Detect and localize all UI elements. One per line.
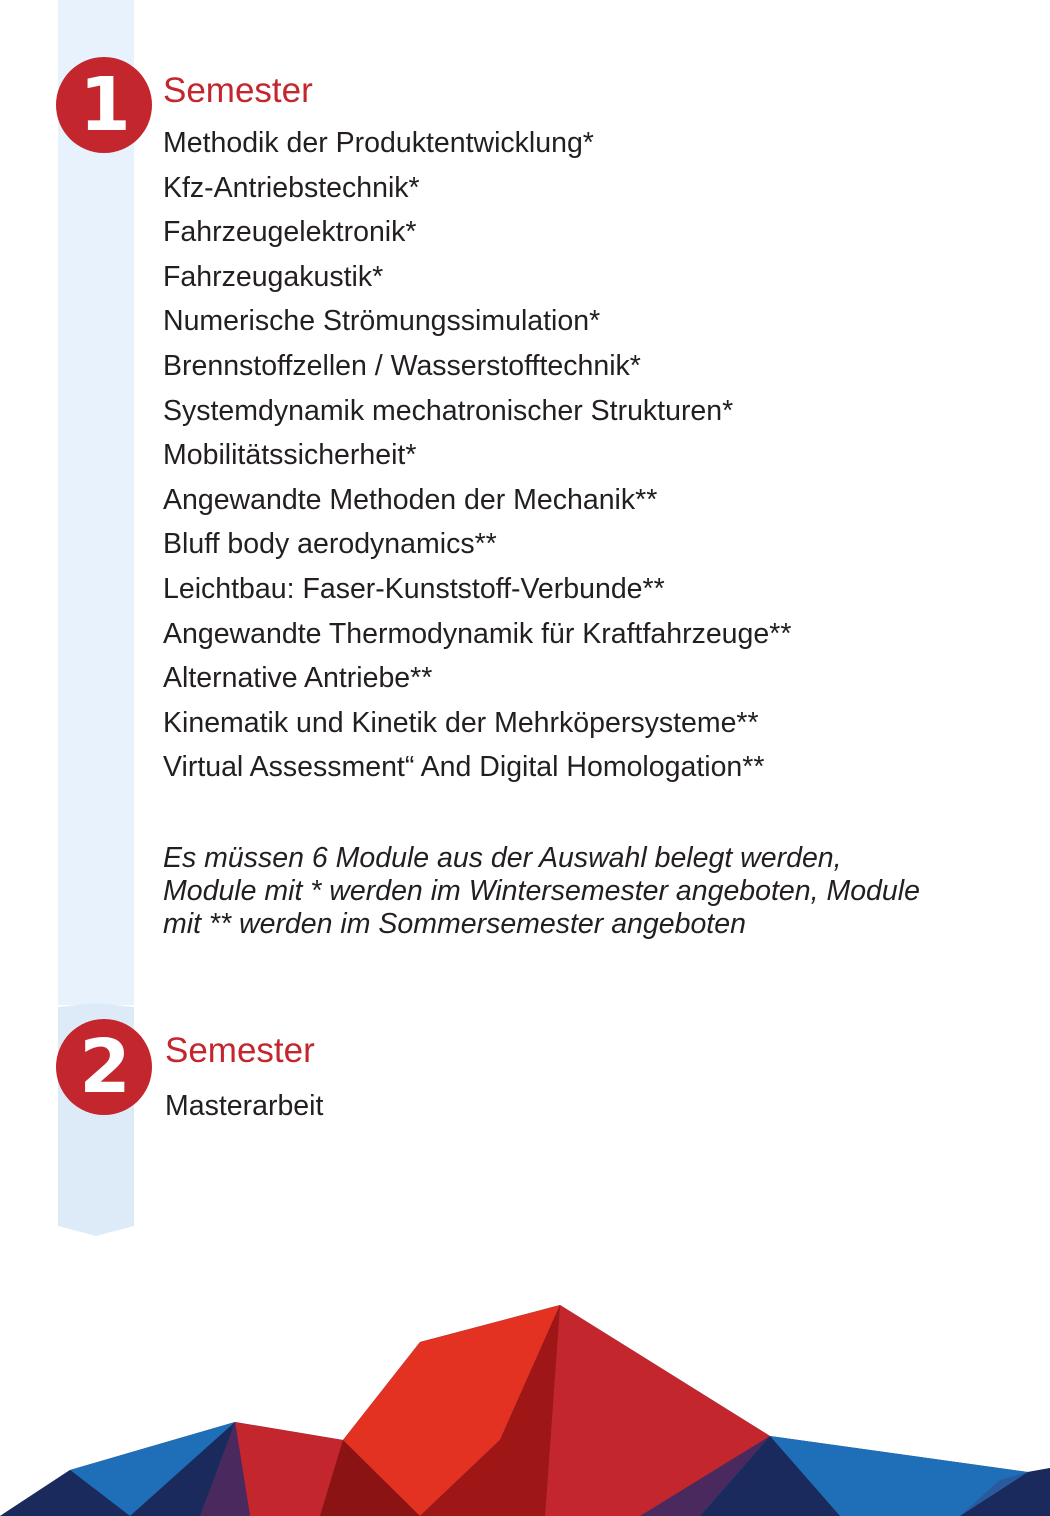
module-item: Alternative Antriebe**: [163, 662, 433, 695]
masters-thesis-item: Masterarbeit: [165, 1090, 324, 1122]
module-item: Fahrzeugakustik*: [163, 260, 384, 293]
module-item: Mobilitätssicherheit*: [163, 439, 417, 472]
semester-number-badge-1: 1: [56, 57, 152, 153]
module-item: Brennstoffzellen / Wasserstofftechnik*: [163, 349, 641, 382]
semester-title-2: Semester: [165, 1031, 315, 1070]
module-item: Kfz-Antriebstechnik*: [163, 171, 420, 204]
module-item: Angewandte Thermodynamik für Kraftfahrzeuge**: [163, 617, 792, 650]
module-item: Leichtbau: Faser-Kunststoff-Verbunde**: [163, 572, 665, 605]
elective-note: Es müssen 6 Module aus der Auswahl belegt werden, Module mit * werden im Wintersemester angeboten, Module mit ** werden im Sommersemester angeboten: [163, 842, 920, 940]
module-item: Bluff body aerodynamics**: [163, 528, 497, 561]
module-item: Systemdynamik mechatronischer Strukturen*: [163, 394, 734, 427]
semester-number-badge-2: 2: [56, 1019, 152, 1115]
module-item: Fahrzeugelektronik*: [163, 216, 417, 249]
module-item: Kinematik und Kinetik der Mehrköpersysteme**: [163, 706, 759, 739]
module-item: Virtual Assessment“ And Digital Homologation**: [163, 751, 765, 784]
semester-title-1: Semester: [163, 71, 313, 110]
mountain-graphic: [0, 1300, 1050, 1516]
module-item: Numerische Strömungssimulation*: [163, 305, 601, 338]
module-item: Methodik der Produktentwicklung*: [163, 127, 594, 159]
module-item: Angewandte Methoden der Mechanik**: [163, 483, 658, 516]
module-list: [163, 121, 791, 790]
